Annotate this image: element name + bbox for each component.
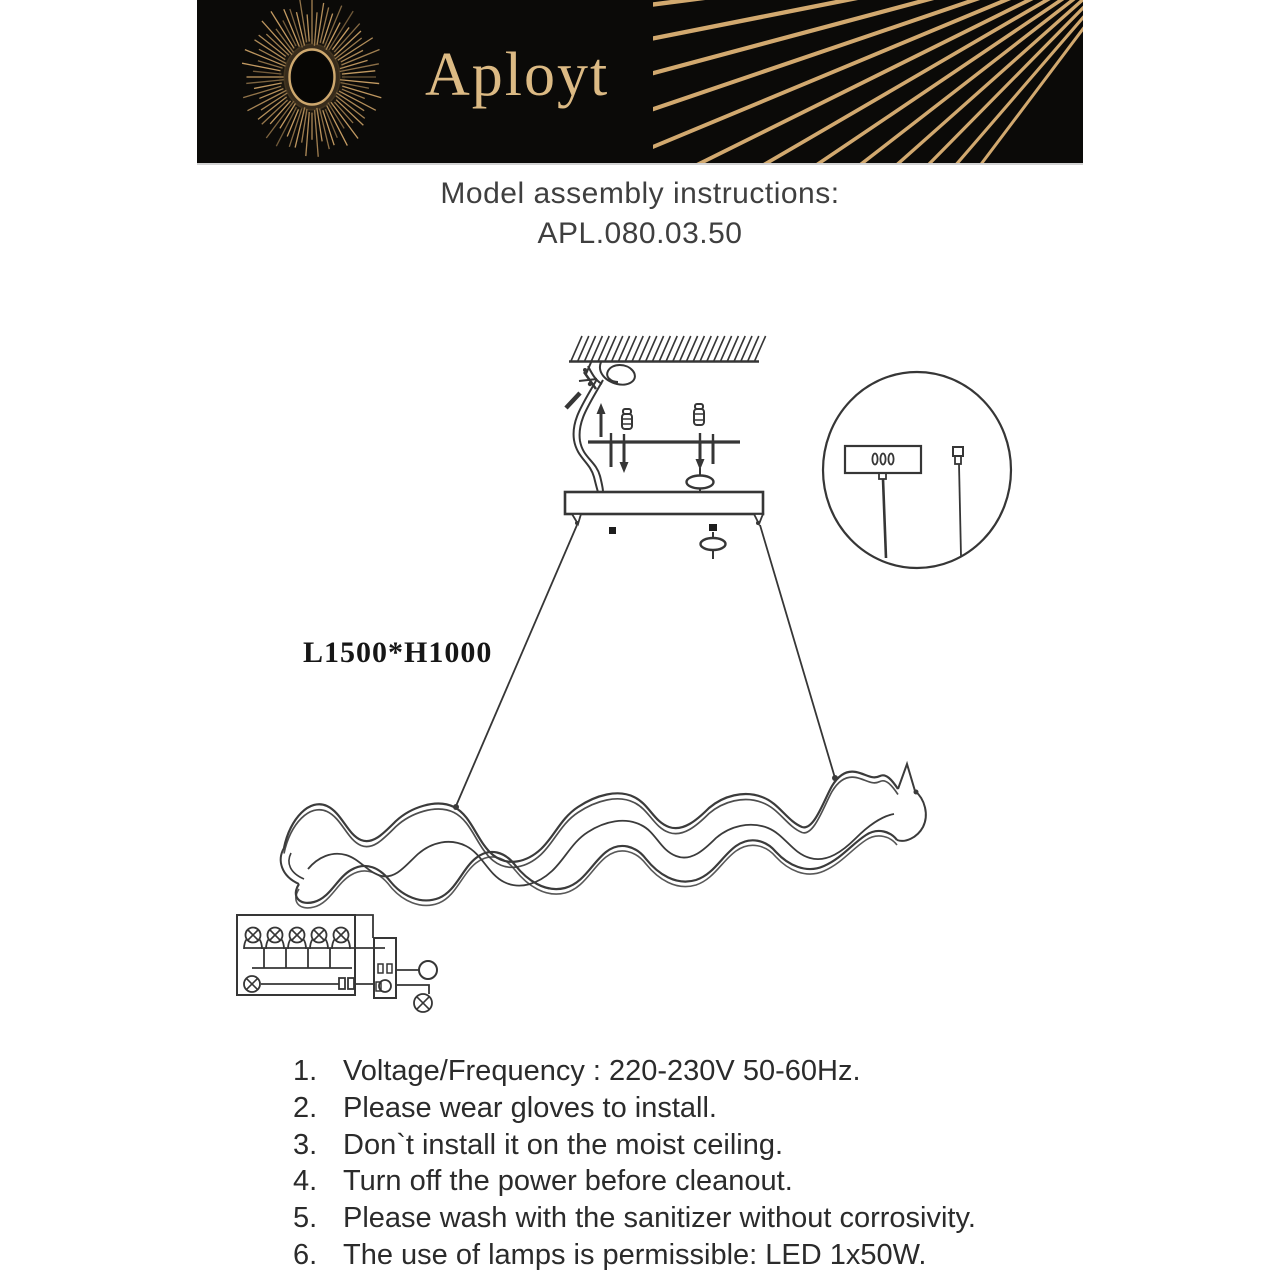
- item-number: 2.: [293, 1091, 318, 1124]
- list-item: [293, 1090, 976, 1127]
- item-text: Please wear gloves to install.: [343, 1091, 717, 1124]
- model-number: APL.080.03.50: [537, 217, 743, 250]
- item-number: 1.: [293, 1055, 318, 1087]
- ceiling-hatch: [569, 336, 766, 362]
- list-item: [293, 1053, 976, 1090]
- item-number: 6.: [293, 1238, 318, 1271]
- instruction-list: [253, 1053, 976, 1274]
- chandelier-ribbon: [281, 764, 926, 908]
- wiring-diagram: [237, 915, 437, 1012]
- item-number: 4.: [293, 1165, 318, 1198]
- item-text: The use of lamps is permissible: LED 1x50W.: [343, 1238, 927, 1271]
- item-text: Voltage/Frequency : 220-230V 50-60Hz.: [343, 1055, 861, 1087]
- suspension-cables: [456, 525, 835, 806]
- item-number: 3.: [293, 1128, 318, 1161]
- item-number: 5.: [293, 1202, 318, 1235]
- item-text: Turn off the power before cleanout.: [343, 1165, 793, 1198]
- list-item: [293, 1163, 976, 1200]
- list-item: [293, 1127, 976, 1164]
- list-item: [293, 1200, 976, 1237]
- page-title: Model assembly instructions:: [440, 177, 840, 210]
- canopy-plate: [565, 492, 763, 559]
- list-item: [293, 1237, 976, 1274]
- brand-name: Aployt: [425, 41, 610, 109]
- mounting-hardware: [588, 403, 740, 497]
- item-text: Don`t install it on the moist ceiling.: [343, 1128, 784, 1161]
- detail-inset: [823, 372, 1011, 568]
- dimension-label: L1500*H1000: [303, 636, 493, 669]
- item-text: Please wash with the sanitizer without corrosivity.: [343, 1202, 976, 1235]
